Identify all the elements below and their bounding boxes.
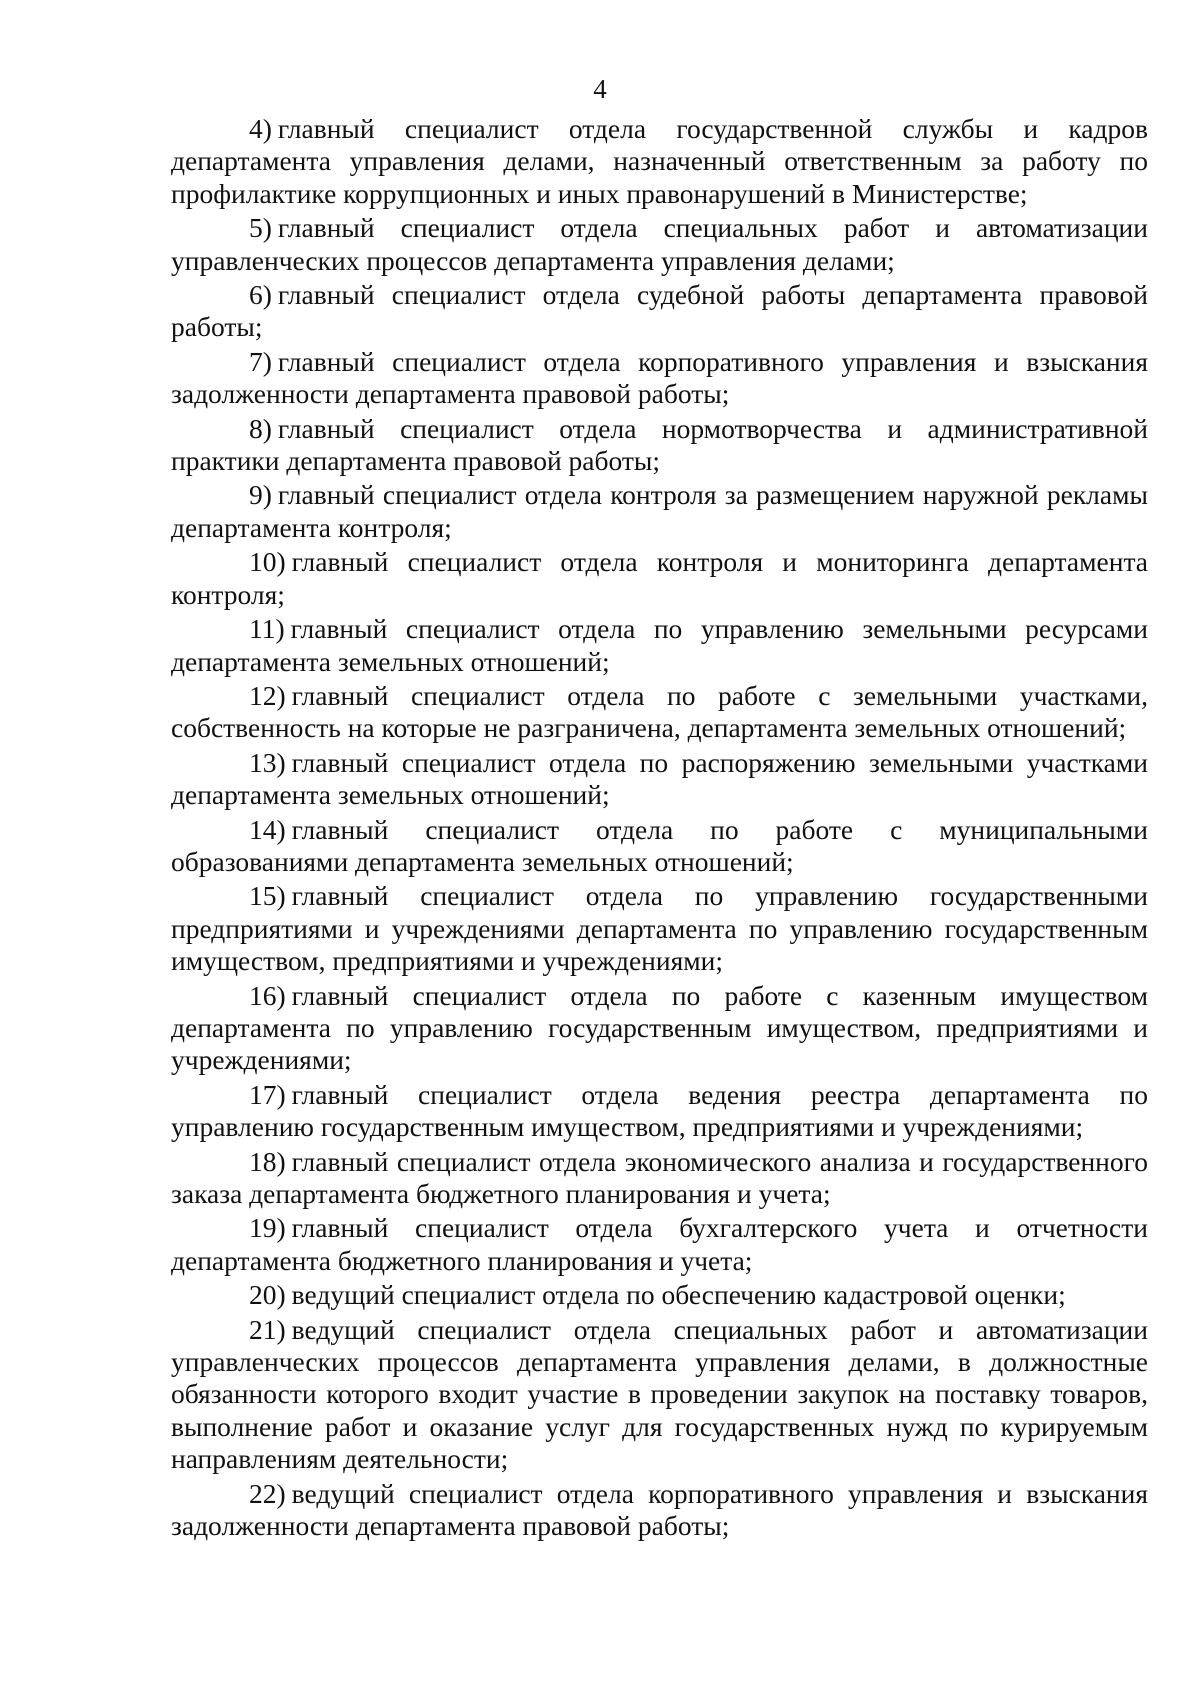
item-text: ведущий специалист отдела по обеспечению кадастровой оценки; xyxy=(291,1279,1066,1311)
item-number: 15) xyxy=(249,880,286,912)
page-number: 4 xyxy=(593,74,607,104)
item-text: главный специалист отдела бухгалтерского учета и отчетности департамента бюджетного планирования и учета; xyxy=(171,1212,1148,1276)
list-item xyxy=(171,814,1148,879)
list-item xyxy=(171,346,1148,411)
item-number: 9) xyxy=(249,479,272,511)
list-item xyxy=(171,1279,1148,1311)
list-item xyxy=(171,1478,1148,1543)
item-text: ведущий специалист отдела корпоративного управления и взыскания задолженности департамента правовой работы; xyxy=(171,1477,1148,1542)
list-item xyxy=(171,546,1148,611)
item-text: главный специалист отдела по управлению государственными предприятиями и учреждениями департамента по управлению государственным имуществом, предприятиями и учреждениями; xyxy=(171,880,1148,977)
item-text: главный специалист отдела по распоряжению земельными участками департамента земельных отношений; xyxy=(171,746,1148,811)
item-number: 14) xyxy=(249,813,286,845)
list-item xyxy=(171,479,1148,544)
list-item xyxy=(171,747,1148,812)
item-text: главный специалист отдела экономического анализа и государственного заказа департамента бюджетного планирования и учета; xyxy=(171,1145,1148,1209)
item-number: 19) xyxy=(249,1212,286,1244)
item-text: главный специалист отдела судебной работы департамента правовой работы; xyxy=(171,279,1148,343)
item-text: главный специалист отдела государственной службы и кадров департамента управления делами, назначенный ответственным за работу по профилактике коррупционных и иных правонарушений в Министерстве; xyxy=(171,113,1148,209)
item-number: 18) xyxy=(249,1145,286,1177)
item-text: главный специалист отдела специальных работ и автоматизации управленческих процессов департамента управления делами; xyxy=(171,212,1148,276)
item-number: 6) xyxy=(249,279,272,311)
list-item xyxy=(171,113,1148,210)
list-item xyxy=(171,1079,1148,1144)
item-number: 21) xyxy=(249,1313,286,1345)
item-text: главный специалист отдела нормотворчества и административной практики департамента правовой работы; xyxy=(171,412,1148,477)
item-text: главный специалист отдела по управлению земельными ресурсами департамента земельных отношений; xyxy=(171,613,1148,677)
item-number: 20) xyxy=(249,1279,286,1311)
document-body xyxy=(171,113,1148,1544)
item-text: ведущий специалист отдела специальных работ и автоматизации управленческих процессов департамента управления делами, в должностные обязанности которого входит участие в проведении закупок на поставку товаров, выполнение работ и оказание услуг для государственных нужд по курируемым направлениям деятельности; xyxy=(171,1313,1148,1475)
list-item xyxy=(171,279,1148,344)
item-number: 12) xyxy=(249,679,286,711)
list-item xyxy=(171,413,1148,478)
item-text: главный специалист отдела контроля и мониторинга департамента контроля; xyxy=(171,546,1148,610)
list-item xyxy=(171,1146,1148,1211)
item-text: главный специалист отдела по работе с казенным имуществом департамента по управлению государственным имуществом, предприятиями и учреждениями; xyxy=(171,979,1148,1076)
item-text: главный специалист отдела ведения реестра департамента по управлению государственным имуществом, предприятиями и учреждениями; xyxy=(171,1078,1148,1143)
item-number: 8) xyxy=(249,412,272,444)
item-number: 22) xyxy=(249,1477,286,1509)
item-number: 16) xyxy=(249,979,286,1011)
item-number: 10) xyxy=(249,546,286,578)
list-item xyxy=(171,980,1148,1077)
item-text: главный специалист отдела корпоративного управления и взыскания задолженности департамента правовой работы; xyxy=(171,345,1148,410)
list-item xyxy=(171,1314,1148,1476)
item-number: 4) xyxy=(249,113,272,144)
item-number: 5) xyxy=(249,212,272,244)
item-text: главный специалист отдела по работе с муниципальными образованиями департамента земельных отношений; xyxy=(171,813,1148,877)
list-item xyxy=(171,680,1148,745)
item-number: 17) xyxy=(249,1078,286,1110)
item-number: 7) xyxy=(249,345,272,377)
item-number: 13) xyxy=(249,746,286,778)
item-number: 11) xyxy=(249,613,285,645)
list-item xyxy=(171,880,1148,977)
list-item xyxy=(171,613,1148,678)
list-item xyxy=(171,1212,1148,1277)
item-text: главный специалист отдела контроля за размещением наружной рекламы департамента контроля; xyxy=(171,479,1148,543)
list-item xyxy=(171,212,1148,277)
item-text: главный специалист отдела по работе с земельными участками, собственность на которые не разграничена, департамента земельных отношений; xyxy=(171,679,1148,744)
